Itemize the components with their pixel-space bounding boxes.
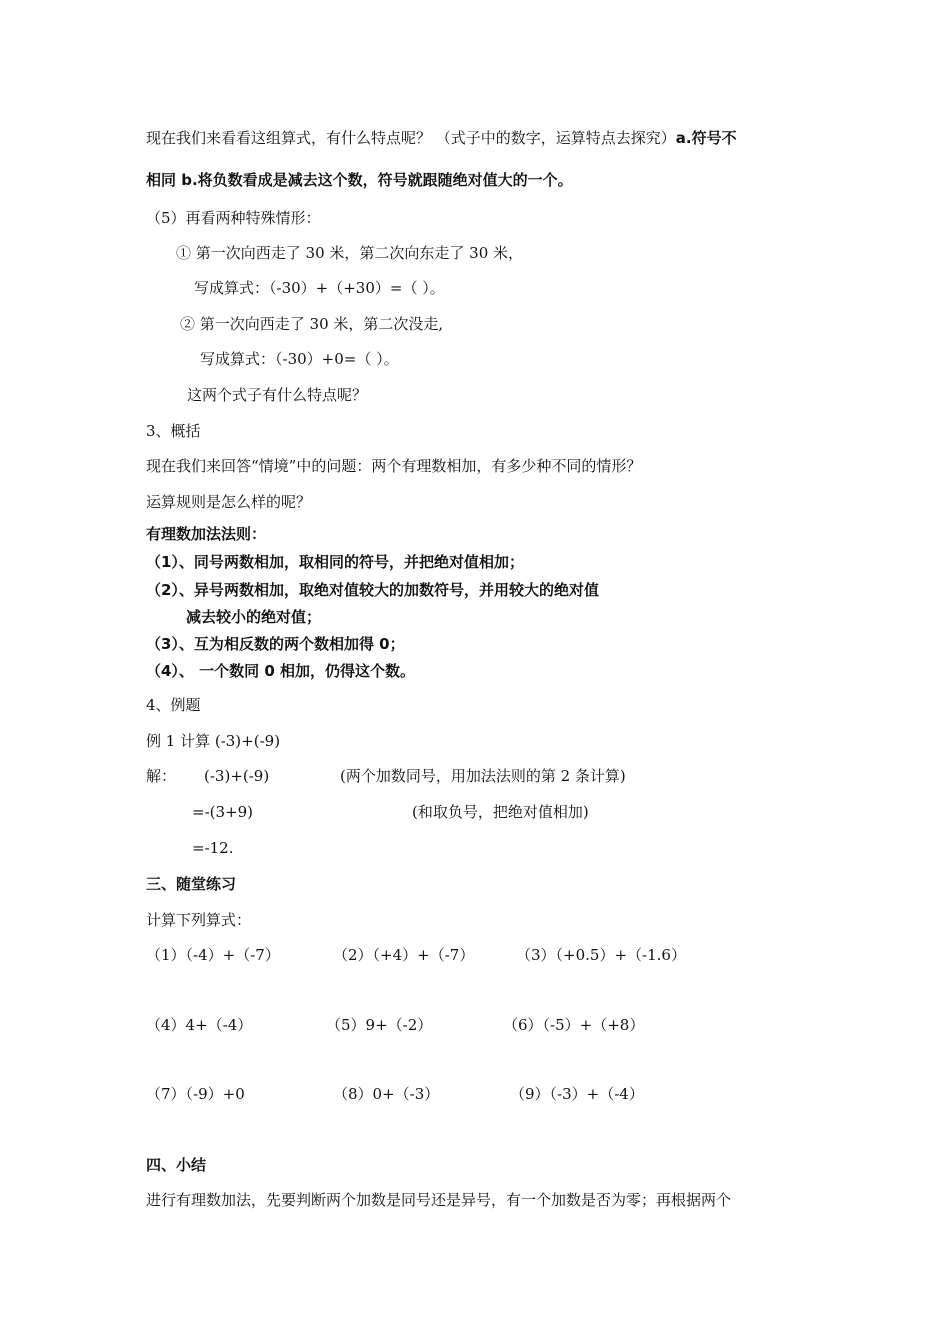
case-2-text: ② 第一次向西走了 30 米，第二次没走, [180, 315, 444, 333]
practice-intro: 计算下列算式： [146, 911, 252, 929]
summary-heading: 四、小结 [146, 1156, 207, 1174]
paragraph-bold-text: a.符号不 [675, 129, 737, 147]
solution-step-2: =-(3+9) [192, 803, 253, 821]
solution-step-3: =-12. [192, 839, 234, 857]
section-4-heading: 4、例题 [146, 696, 201, 714]
solution-note-1: (两个加数同号，用加法法则的第 2 条计算) [340, 767, 626, 785]
case-2-expression: 写成算式：（-30）+0=（ ）。 [200, 350, 399, 368]
solution-step-1: (-3)+(-9) [204, 767, 270, 785]
exercise-item: （5）9+（-2） [326, 1016, 433, 1034]
paragraph-line-1 [146, 128, 737, 148]
subsection-heading: （5）再看两种特殊情形： [146, 209, 321, 227]
exercise-item: （6）（-5）+（+8） [503, 1016, 645, 1034]
summary-text: 进行有理数加法，先要判断两个加数是同号还是异号，有一个加数是否为零；再根据两个 [146, 1191, 732, 1209]
rule-4: （4）、 一个数同 0 相加，仍得这个数。 [146, 662, 416, 680]
solution-label: 解： [146, 767, 177, 785]
paragraph-line-2: 相同 b.将负数看成是减去这个数，符号就跟随绝对值大的一个。 [146, 171, 573, 189]
solution-note-2: (和取负号，把绝对值相加) [412, 803, 589, 821]
exercise-item: （3）（+0.5）+（-1.6） [516, 946, 686, 964]
exercise-item: （8）0+（-3） [333, 1085, 440, 1103]
case-1-expression: 写成算式：（-30）+（+30）=（ ）。 [194, 279, 445, 297]
exercise-item: （1）（-4）+（-7） [146, 946, 280, 964]
practice-heading: 三、随堂练习 [146, 875, 237, 893]
exercise-item: （4）4+（-4） [146, 1016, 253, 1034]
rule-3: （3）、互为相反数的两个数相加得 0； [146, 635, 405, 653]
paragraph-text: 现在我们来看看这组算式，有什么特点呢？ （式子中的数字，运算特点去探究） [146, 129, 676, 147]
case-1-text: ① 第一次向西走了 30 米，第二次向东走了 30 米， [176, 244, 524, 262]
example-label: 例 1 计算 (-3)+(-9) [146, 732, 281, 750]
rule-2: （2）、异号两数相加，取绝对值较大的加数符号，并用较大的绝对值 [146, 581, 599, 599]
rules-title: 有理数加法法则： [146, 525, 267, 543]
section-3-question-1: 现在我们来回答“情境”中的问题：两个有理数相加，有多少种不同的情形？ [146, 457, 642, 475]
exercise-item: （2）（+4）+（-7） [333, 946, 475, 964]
section-3-heading: 3、概括 [146, 422, 201, 440]
section-3-question-2: 运算规则是怎么样的呢？ [146, 493, 312, 511]
rule-2-continued: 减去较小的绝对值； [186, 608, 322, 626]
exercise-item: （9）（-3）+（-4） [510, 1085, 644, 1103]
rule-1: （1）、同号两数相加，取相同的符号，并把绝对值相加； [146, 553, 524, 571]
case-question: 这两个式子有什么特点呢？ [187, 386, 368, 404]
exercise-item: （7）（-9）+0 [146, 1085, 245, 1103]
